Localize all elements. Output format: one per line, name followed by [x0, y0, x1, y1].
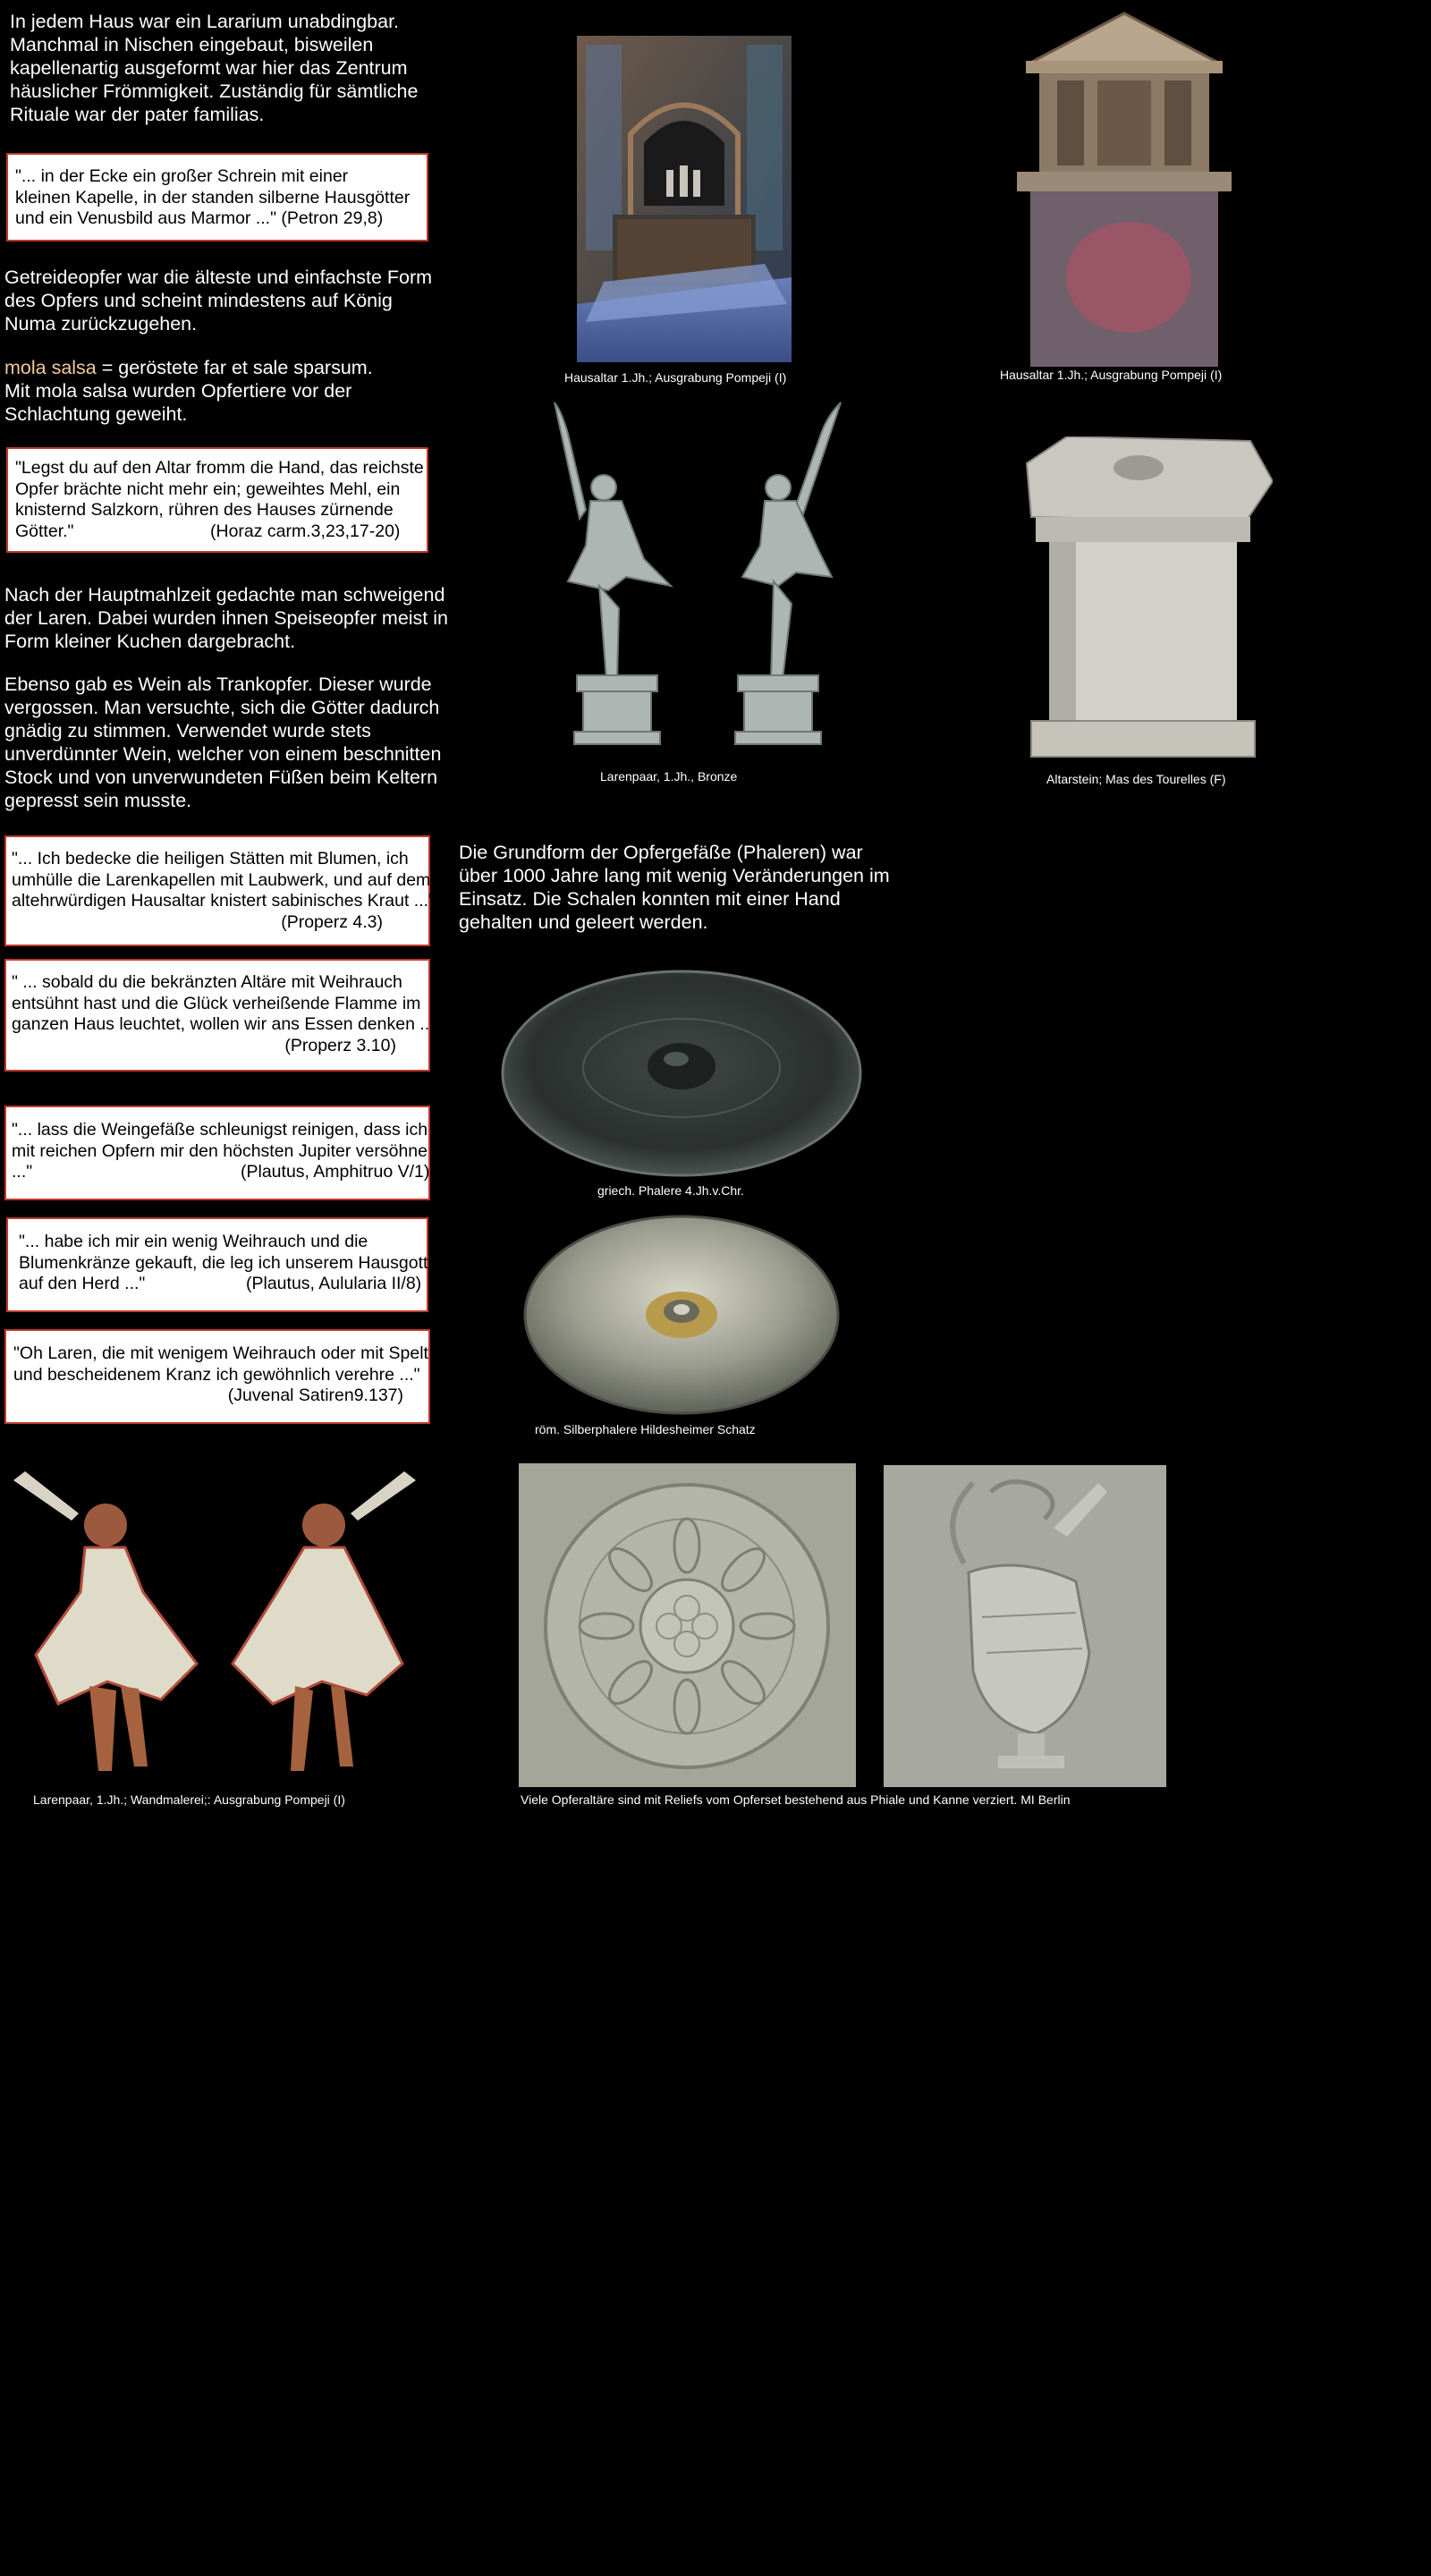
larenpaar-wandmalerei-image: [9, 1458, 420, 1789]
larenpaar-bronze-caption: Larenpaar, 1.Jh., Bronze: [600, 769, 738, 784]
grain-offering-text: Getreideopfer war die älteste und einfachste Form des Opfers und scheint mindestens auf König Numa zurückzugehen.: [4, 267, 433, 335]
hausaltar-aedicula-image: [1012, 9, 1236, 367]
relief-phiale-image: [519, 1463, 856, 1787]
quote-horaz: "Legst du auf den Altar fromm die Hand, das reichste Opfer brächte nicht mehr ein; geweihtes Mehl, ein knisternd Salzkorn, rühren des Hauses zürnende Götter." (Horaz carm.3,23,17-20): [6, 447, 428, 553]
hausaltar1-caption: Hausaltar 1.Jh.; Ausgrabung Pompeji (I): [564, 370, 787, 385]
phaleren-text: Die Grundform der Opfergefäße (Phaleren) war über 1000 Jahre lang mit wenig Veränderungen im Einsatz. Die Schalen konnten mit einer Hand gehalten und geleert werden.: [459, 842, 890, 933]
reliefs-caption: Viele Opferaltäre sind mit Reliefs vom Opferset bestehend aus Phiale und Kanne verziert. MI Berlin: [521, 1792, 1071, 1807]
larenpaar-wand-caption: Larenpaar, 1.Jh.; Wandmalerei;: Ausgrabung Pompeji (I): [33, 1792, 345, 1807]
wine-offering-text: Ebenso gab es Wein als Trankopfer. Dieser wurde vergossen. Man versuchte, sich die Götter dadurch gnädig zu stimmen. Verwendet wurde stets unverdünnter Wein, welcher von einem beschnitten Stock und von unverwundeten Füßen beim Keltern gepresst sein musste.: [4, 674, 442, 811]
phalere-rom-image: [523, 1215, 841, 1416]
quote-properz-3-10: " ... sobald du die bekränzten Altäre mit Weihrauch entsühnt hast und die Glück verheißende Flamme im ganzen Haus leuchtet, wollen wir ans Essen denken ..." (Properz 3.10): [4, 959, 430, 1072]
altarstein-image: [1013, 436, 1273, 767]
altarstein-caption: Altarstein; Mas des Tourelles (F): [1046, 772, 1226, 786]
quote-juvenal: "Oh Laren, die mit wenigem Weihrauch oder mit Spelt und bescheidenem Kranz ich gewöhnlich verehre ..." (Juvenal Satiren9.137): [4, 1329, 430, 1424]
phalere-griech-caption: griech. Phalere 4.Jh.v.Chr.: [597, 1183, 744, 1198]
larenpaar-bronze-image: [537, 394, 854, 760]
mola-salsa-text: mola salsa = geröstete far et sale sparsum. Mit mola salsa wurden Opfertiere vor der Schlachtung geweiht.: [4, 357, 373, 425]
mola-salsa-term: mola salsa: [4, 357, 97, 378]
quote-petron: "... in der Ecke ein großer Schrein mit einer kleinen Kapelle, in der standen silberne Hausgötter und ein Venusbild aus Marmor ..." (Petron 29,8): [6, 153, 428, 242]
intro-text: In jedem Haus war ein Lararium unabdingbar. Manchmal in Nischen eingebaut, bisweilen kapellenartig ausgeformt war hier das Zentrum häuslicher Frömmigkeit. Zuständig für sämtliche Rituale war der pater familias.: [10, 11, 419, 125]
quote-properz-4-3: "... Ich bedecke die heiligen Stätten mit Blumen, ich umhülle die Larenkapellen mit Laubwerk, und auf dem altehrwürdigen Hausaltar knistert sabinisches Kraut ..." (Properz 4.3): [4, 835, 430, 946]
phalere-rom-caption: röm. Silberphalere Hildesheimer Schatz: [535, 1422, 756, 1436]
quote-plautus-amphitruo: "... lass die Weingefäße schleunigst reinigen, dass ich mit reichen Opfern mir den höchsten Jupiter versöhne ..." (Plautus, Amphitruo V/1): [4, 1106, 430, 1200]
relief-kanne-image: [884, 1465, 1166, 1787]
quote-plautus-aulularia: "... habe ich mir ein wenig Weihrauch und die Blumenkränze gekauft, die leg ich unserem Hausgott auf den Herd ..." (Plautus, Aulularia II/8): [6, 1217, 428, 1312]
hausaltar2-caption: Hausaltar 1.Jh.; Ausgrabung Pompeji (I): [1000, 368, 1223, 382]
meal-offering-text: Nach der Hauptmahlzeit gedachte man schweigend der Laren. Dabei wurden ihnen Speiseopfer meist in Form kleiner Kuchen dargebracht.: [4, 584, 448, 652]
hausaltar-niche-image: [577, 36, 792, 362]
phalere-griech-image: [501, 968, 862, 1179]
